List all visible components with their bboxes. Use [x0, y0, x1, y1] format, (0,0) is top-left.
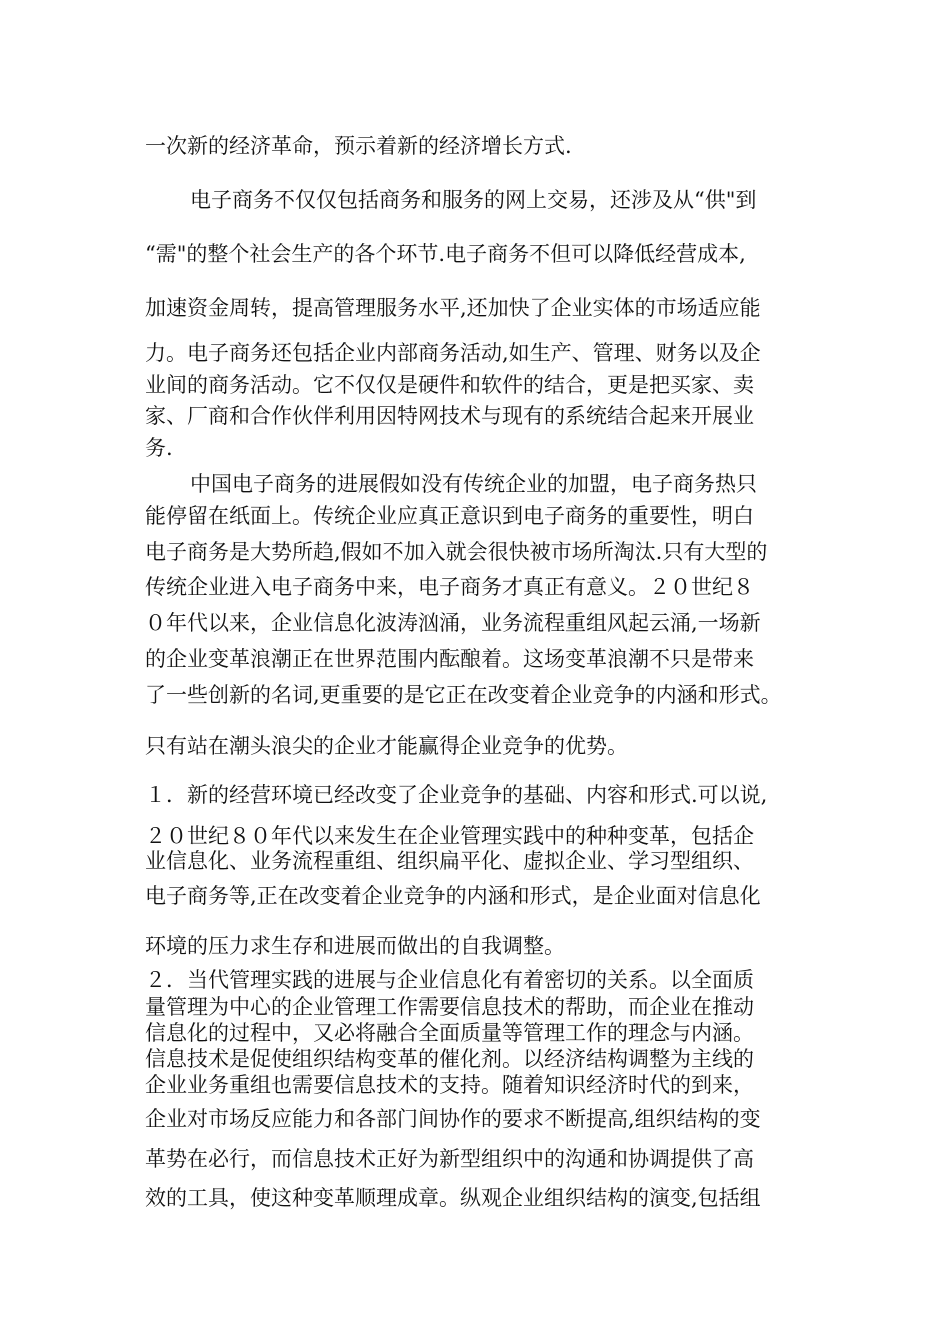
- text-line: ２０世纪８０年代以来发生在企业管理实践中的种种变革，包括企: [145, 824, 754, 848]
- text-line: 家、厂商和合作伙伴利用因特网技术与现有的系统结合起来开展业: [145, 404, 754, 428]
- text-line: 电子商务是大势所趋,假如不加入就会很快被市场所淘汰.只有大型的: [145, 540, 768, 564]
- text-line: 信息化的过程中，又必将融合全面质量等管理工作的理念与内涵。: [145, 1021, 754, 1045]
- text-line: 只有站在潮头浪尖的企业才能赢得企业竞争的优势。: [145, 734, 628, 758]
- paragraph-start-line: 电子商务不仅仅包括商务和服务的网上交易，还涉及从“供"到: [190, 188, 757, 212]
- text-line: 企业业务重组也需要信息技术的支持。随着知识经济时代的到来，: [145, 1073, 754, 1097]
- text-line: 的企业变革浪潮正在世界范围内酝酿着。这场变革浪潮不只是带来: [145, 647, 754, 671]
- text-line: 传统企业进入电子商务中来，电子商务才真正有意义。２０世纪８: [145, 575, 754, 599]
- text-line: 一次新的经济革命，预示着新的经济增长方式.: [145, 134, 572, 158]
- text-line: 力。电子商务还包括企业内部商务活动,如生产、管理、财务以及企: [145, 341, 761, 365]
- text-line: 环境的压力求生存和进展而做出的自我调整。: [145, 934, 565, 958]
- text-line: ０年代以来，企业信息化波涛汹涌，业务流程重组风起云涌,一场新: [145, 611, 761, 635]
- text-line: 了一些创新的名词,更重要的是它正在改变着企业竞争的内涵和形式。: [145, 683, 782, 707]
- text-line: 业信息化、业务流程重组、组织扁平化、虚拟企业、学习型组织、: [145, 849, 754, 873]
- text-line: 业间的商务活动。它不仅仅是硬件和软件的结合，更是把买家、卖: [145, 373, 754, 397]
- text-line: 量管理为中心的企业管理工作需要信息技术的帮助，而企业在推动: [145, 995, 754, 1019]
- text-line: 能停留在纸面上。传统企业应真正意识到电子商务的重要性，明白: [145, 504, 754, 528]
- text-line: 效的工具，使这种变革顺理成章。纵观企业组织结构的演变,包括组: [145, 1186, 761, 1210]
- text-line: “需"的整个社会生产的各个环节.电子商务不但可以降低经营成本,: [145, 242, 746, 266]
- list-item-line: ２．当代管理实践的进展与企业信息化有着密切的关系。以全面质: [145, 968, 754, 992]
- paragraph-start-line: 中国电子商务的进展假如没有传统企业的加盟，电子商务热只: [190, 472, 757, 496]
- list-item-line: １．新的经营环境已经改变了企业竞争的基础、内容和形式.可以说,: [145, 783, 768, 807]
- text-line: 革势在必行，而信息技术正好为新型组织中的沟通和协调提供了高: [145, 1147, 754, 1171]
- text-line: 企业对市场反应能力和各部门间协作的要求不断提高,组织结构的变: [145, 1107, 761, 1131]
- text-line: 电子商务等,正在改变着企业竞争的内涵和形式，是企业面对信息化: [145, 884, 761, 908]
- text-line: 信息技术是促使组织结构变革的催化剂。以经济结构调整为主线的: [145, 1047, 754, 1071]
- text-line: 加速资金周转，提高管理服务水平,还加快了企业实体的市场适应能: [145, 296, 761, 320]
- text-line: 务.: [145, 436, 173, 460]
